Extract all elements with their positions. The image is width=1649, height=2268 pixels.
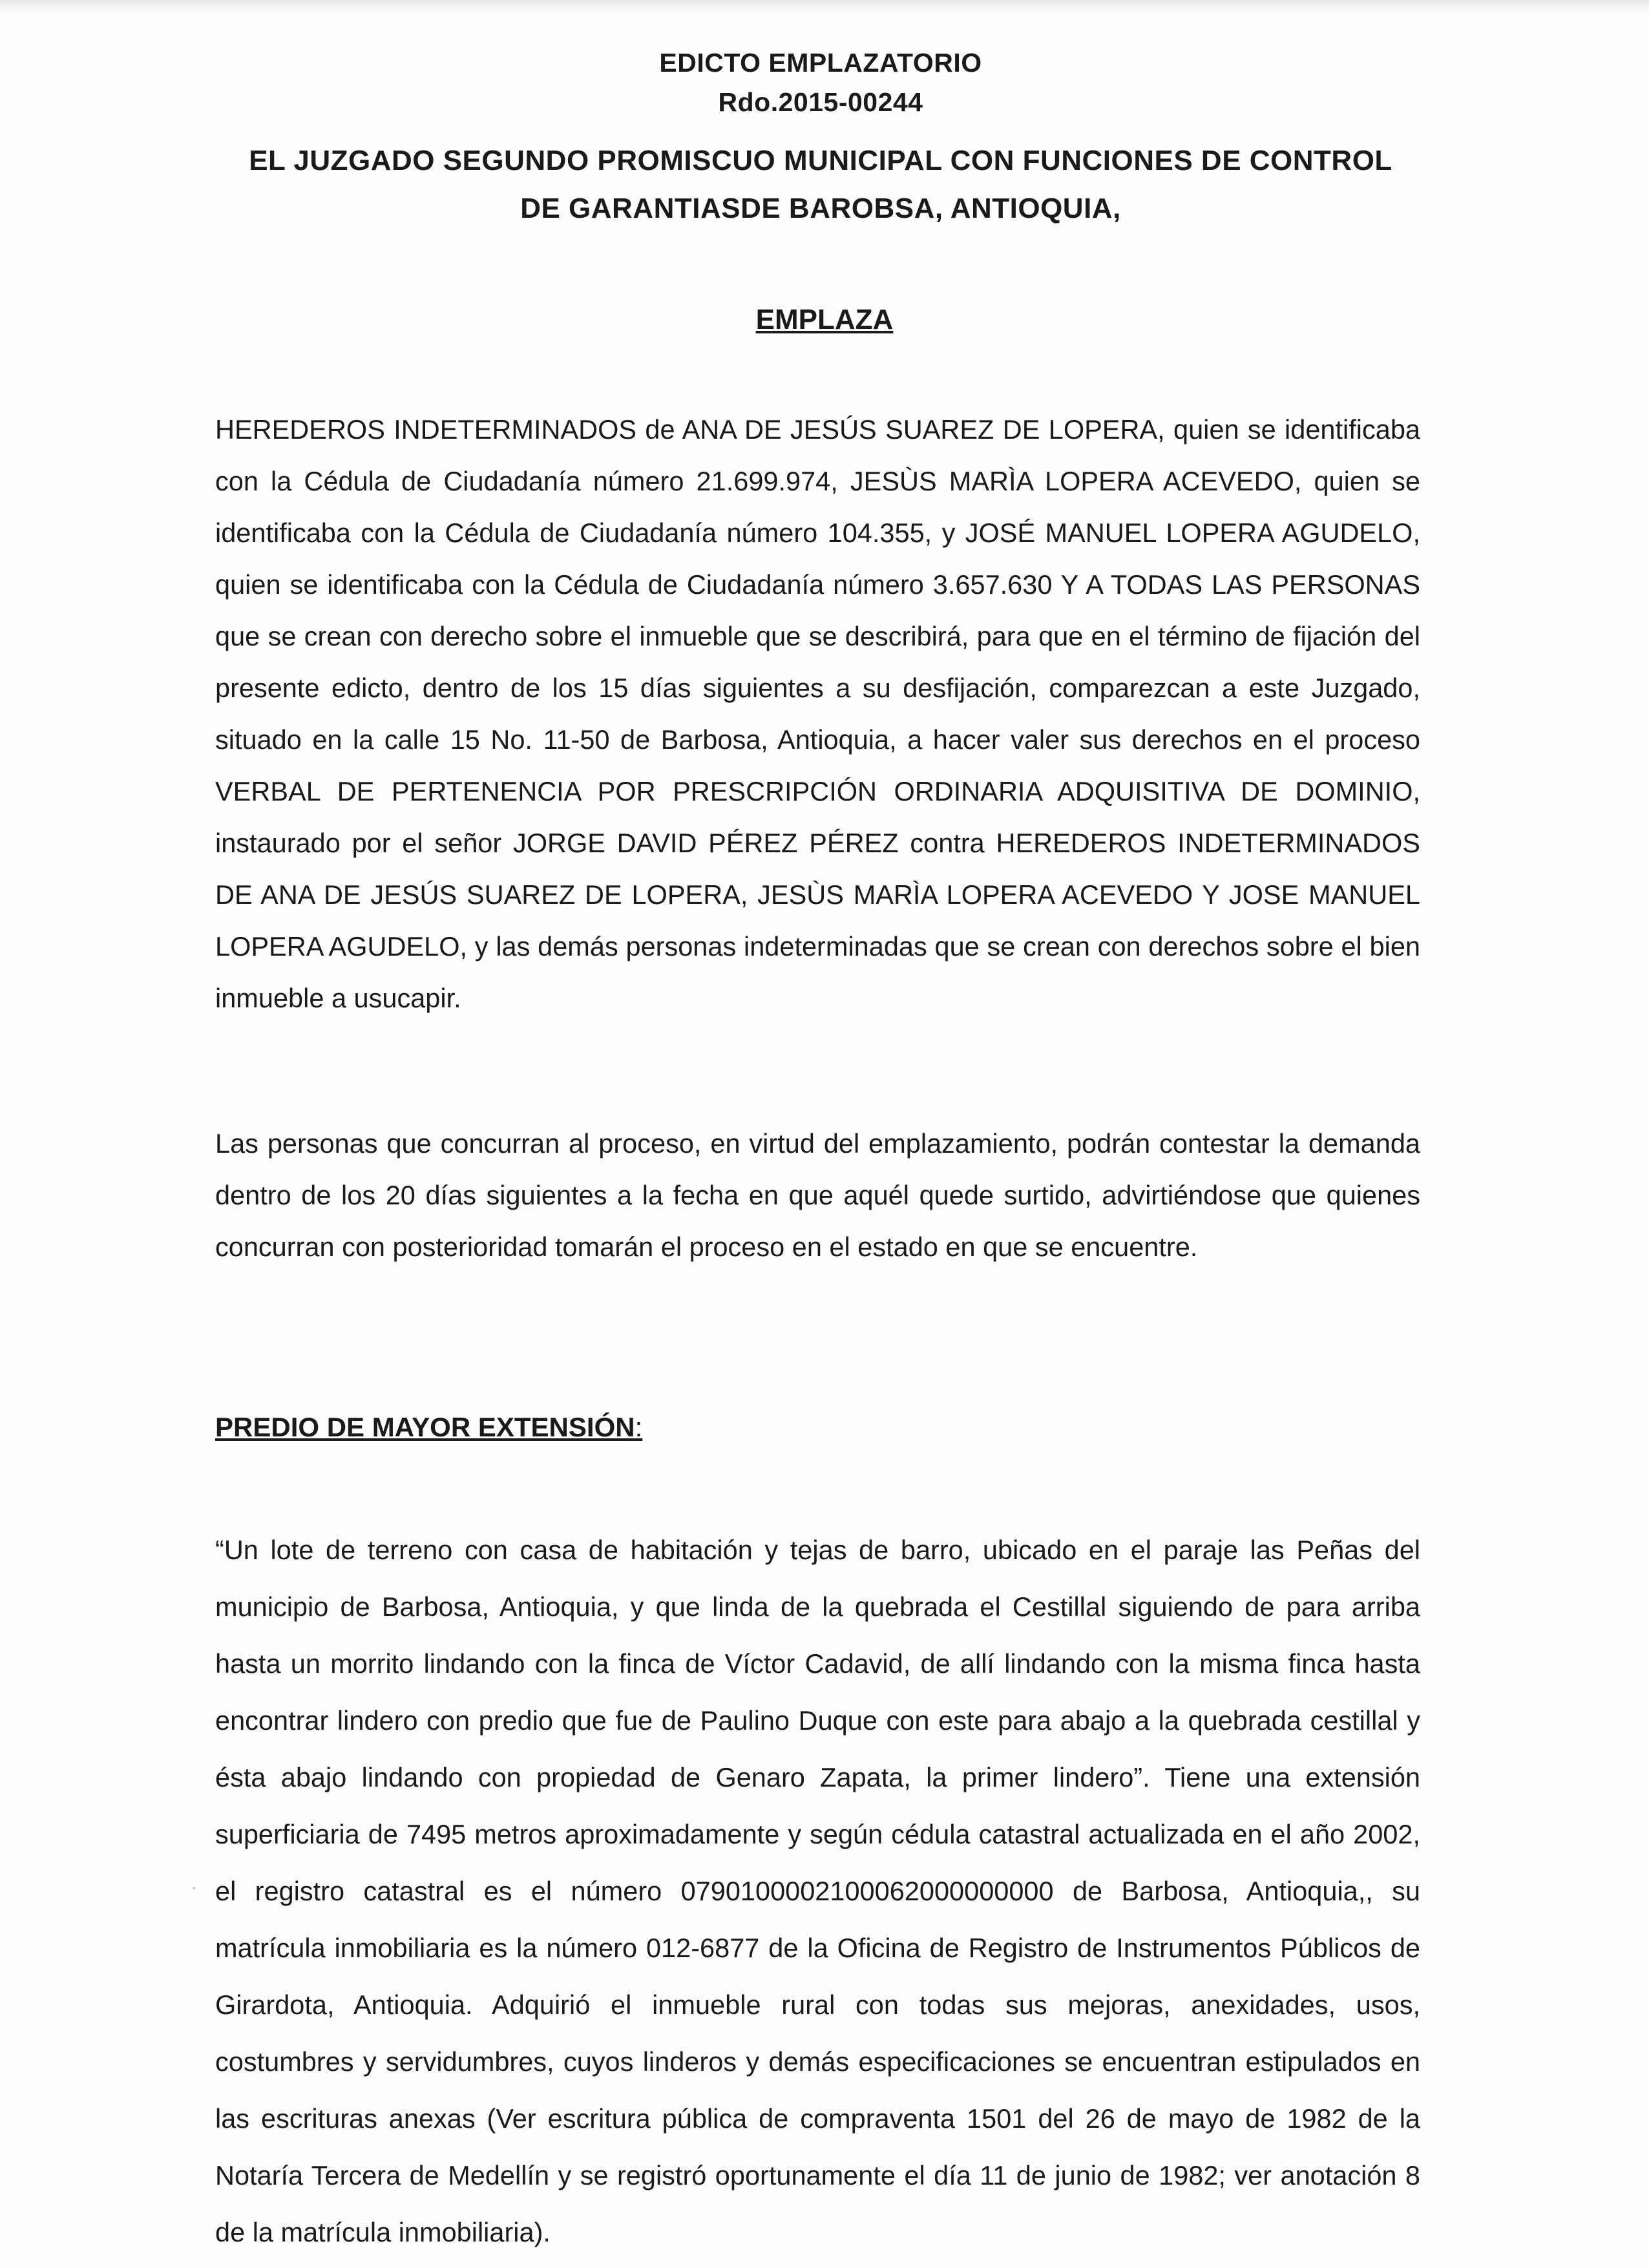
court-name-line-2: DE GARANTIASDE BAROBSA, ANTIOQUIA, (520, 193, 1121, 224)
property-section-heading (215, 1412, 642, 1443)
property-section-heading-colon: : (635, 1412, 643, 1442)
edict-title: EDICTO EMPLAZATORIO (659, 48, 982, 78)
action-heading: EMPLAZA (755, 304, 894, 335)
property-description-paragraph: “Un lote de terreno con casa de habitación y tejas de barro, ubicado en el paraje las Peñas del municipio de Barbosa, Antioquia, y que linda de la quebrada el Cestillal siguiendo de para arriba hasta un morrito lindando con la finca de Víctor Cadavid, de allí lindando con la misma finca hasta encontrar lindero con predio que fue de Paulino Duque con este para abajo a la quebrada cestillal y ésta abajo lindando con propiedad de Genaro Zapata, la primer lindero”. Tiene una extensión superficiaria de 7495 metros aproximadamente y según cédula catastral actualizada en el año 2002, el registro catastral es el número 0790100002100062000000000 de Barbosa, Antioquia,, su matrícula inmobiliaria es la número 012-6877 de la Oficina de Registro de Instrumentos Públicos de Girardota, Antioquia. Adquirió el inmueble rural con todas sus mejoras, anexidades, usos, costumbres y servidumbres, cuyos linderos y demás especificaciones se encuentran estipulados en las escrituras anexas (Ver escritura pública de compraventa 1501 del 26 de mayo de 1982 de la Notaría Tercera de Medellín y se registró oportunamente el día 11 de junio de 1982; ver anotación 8 de la matrícula inmobiliaria). (215, 1535, 1420, 2247)
court-name-line-1: EL JUZGADO SEGUNDO PROMISCUO MUNICIPAL CON FUNCIONES DE CONTROL (249, 145, 1392, 176)
case-number: Rdo.2015-00244 (718, 87, 923, 117)
response-deadline-paragraph: Las personas que concurran al proceso, en virtud del emplazamiento, podrán contestar la demanda dentro de los 20 días siguientes a la fecha en que aquél quede surtido, advirtiéndose que quienes concurran con posterioridad tomarán el proceso en el estado en que se encuentre. (215, 1128, 1420, 1262)
summons-paragraph: HEREDEROS INDETERMINADOS de ANA DE JESÚS SUAREZ DE LOPERA, quien se identificaba con la Cédula de Ciudadanía número 21.699.974, JESÙS MARÌA LOPERA ACEVEDO, quien se identificaba con la Cédula de Ciudadanía número 104.355, y JOSÉ MANUEL LOPERA AGUDELO, quien se identificaba con la Cédula de Ciudadanía número 3.657.630 Y A TODAS LAS PERSONAS que se crean con derecho sobre el inmueble que se describirá, para que en el término de fijación del presente edicto, dentro de los 15 días siguientes a su desfijación, comparezcan a este Juzgado, situado en la calle 15 No. 11-50 de Barbosa, Antioquia, a hacer valer sus derechos en el proceso VERBAL DE PERTENENCIA POR PRESCRIPCIÓN ORDINARIA ADQUISITIVA DE DOMINIO, instaurado por el señor JORGE DAVID PÉREZ PÉREZ contra HEREDEROS INDETERMINADOS DE ANA DE JESÚS SUAREZ DE LOPERA, JESÙS MARÌA LOPERA ACEVEDO Y JOSE MANUEL LOPERA AGUDELO, y las demás personas indeterminadas que se crean con derechos sobre el bien inmueble a usucapir. (215, 414, 1420, 1013)
scan-edge (0, 0, 1649, 14)
document-header (194, 45, 1447, 233)
property-section-heading-text: PREDIO DE MAYOR EXTENSIÓN (215, 1412, 635, 1442)
scan-speck (193, 1887, 195, 1889)
